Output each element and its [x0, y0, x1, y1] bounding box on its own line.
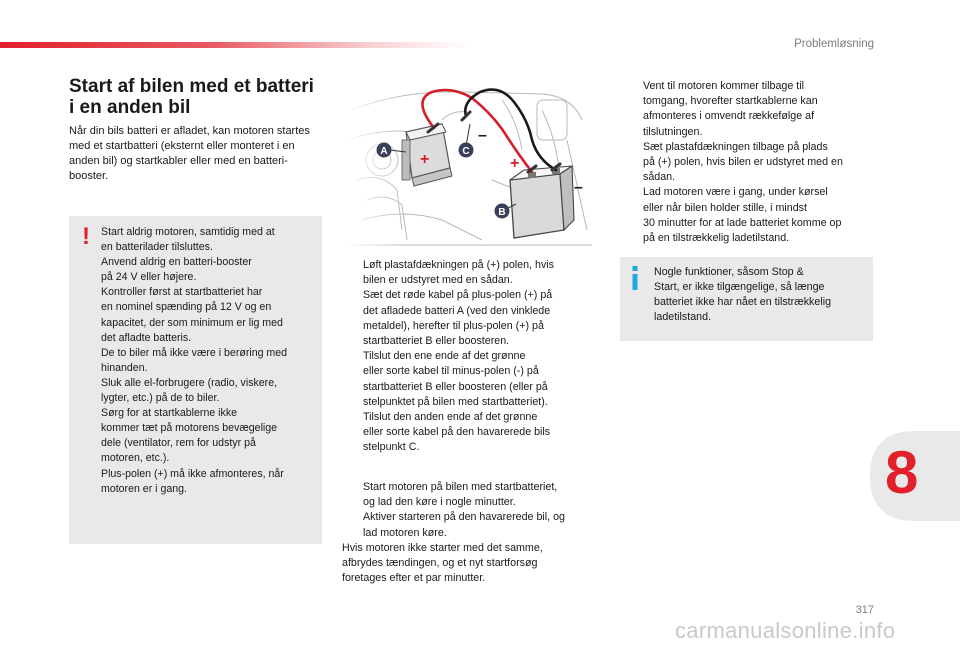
- callout-label-a: A: [380, 146, 388, 157]
- step-line: Tilslut den anden ende af det grønne: [363, 411, 538, 424]
- info-icon: [629, 266, 641, 290]
- illustration-plus-a: +: [420, 151, 430, 168]
- warning-line: dele (ventilator, rem for udstyr på: [101, 437, 256, 450]
- note-line: foretages efter et par minutter.: [342, 572, 486, 585]
- step-line: og lad den køre i nogle minutter.: [363, 496, 516, 509]
- retry-note: [342, 541, 602, 587]
- step-line: tomgang, hvorefter startkablerne kan: [643, 95, 818, 108]
- jump-start-illustration: [342, 80, 592, 248]
- step-item: [622, 140, 877, 186]
- info-box: [620, 257, 873, 341]
- step-line: det afladede batteri A (ved den vinklede: [363, 304, 551, 317]
- warning-line: Sørg for at startkablerne ikke: [101, 407, 238, 420]
- booster-battery-b: [510, 166, 574, 238]
- step-line: bilen er udstyret med en sådan.: [363, 274, 513, 287]
- warning-line: Start aldrig motoren, samtidig med at: [101, 226, 275, 238]
- step-item: [342, 258, 592, 288]
- step-item: [342, 288, 592, 349]
- step-line: Løft plastafdækningen på (+) polen, hvis: [363, 259, 555, 271]
- procedure-steps-part1: [342, 258, 592, 456]
- warning-line: Kontroller først at startbatteriet har: [101, 286, 263, 299]
- step-line: 30 minutter for at lade batteriet komme op: [643, 216, 842, 229]
- warning-line: motoren er i gang.: [101, 482, 187, 495]
- illustration-minus-b: –: [574, 179, 583, 196]
- info-line: ladetilstand.: [654, 311, 712, 324]
- step-line: Start motoren på bilen med startbatteriet,: [363, 481, 558, 493]
- header-accent-bar: [0, 42, 470, 48]
- step-line: stelpunkt C.: [363, 441, 420, 454]
- warning-line: De to biler må ikke være i berøring med: [101, 346, 288, 359]
- step-line: eller når bilen holder stille, i mindst: [643, 201, 807, 214]
- warning-line: det afladte batteris.: [101, 331, 192, 344]
- step-line: Tilslut den ene ende af det grønne: [363, 350, 526, 363]
- step-line: på en tilstrækkelig ladetilstand.: [643, 232, 790, 245]
- info-line: Start, er ikke tilgængelige, så længe: [654, 281, 825, 294]
- step-line: tilslutningen.: [643, 125, 703, 138]
- warning-line: Sluk alle el-forbrugere (radio, viskere,: [101, 376, 278, 389]
- page-title: [69, 76, 329, 118]
- step-item: [342, 410, 592, 456]
- step-item: [342, 480, 602, 510]
- step-item: [342, 510, 602, 540]
- step-line: på (+) polen, hvis bilen er udstyret med en: [643, 156, 843, 169]
- step-line: eller sorte kabel på den havarerede bils: [363, 426, 551, 439]
- step-line: Aktiver starteren på den havarerede bil, og: [363, 511, 565, 524]
- step-item: [342, 349, 592, 410]
- warning-line: Anvend aldrig en batteri-booster: [101, 256, 252, 269]
- note-line: afbrydes tændingen, og et nyt startforsøg: [342, 557, 538, 570]
- step-line: Sæt plastafdækningen tilbage på plads: [643, 140, 828, 153]
- step-line: sådan.: [643, 171, 676, 184]
- illustration-plus-b: +: [510, 155, 520, 172]
- warning-line: kommer tæt på motorens bevægelige: [101, 422, 278, 435]
- warning-line: motoren, etc.).: [101, 452, 170, 465]
- chapter-number: 8: [885, 439, 919, 506]
- intro-paragraph: Når din bils batteri er afladet, kan motoren startes med et startbatteri (eksternt eller monteret i en anden bil) og startkabler eller med en batteri-booster.: [69, 125, 310, 182]
- watermark: carmanualsonline.info: [675, 618, 896, 643]
- step-line: stelpunktet på bilen med startbatteriet).: [363, 395, 548, 408]
- section-header: Problemløsning: [794, 38, 874, 50]
- step-item: [622, 79, 877, 140]
- procedure-steps-part3: [622, 79, 877, 246]
- warning-line: lygter, etc.) på de to biler.: [101, 392, 220, 405]
- info-line: Nogle funktioner, såsom Stop &: [654, 266, 804, 278]
- title-line: i en anden bil: [69, 97, 191, 118]
- illustration-minus-c: –: [478, 127, 487, 144]
- step-line: metaldel), herefter til plus-polen (+) på: [363, 319, 544, 332]
- procedure-steps-part2: [342, 480, 602, 586]
- info-text: [654, 265, 866, 325]
- warning-line: hinanden.: [101, 361, 148, 374]
- info-line: batteriet ikke har nået en tilstrækkelig: [654, 296, 832, 309]
- page-number: 317: [855, 604, 874, 616]
- note-line: Hvis motoren ikke starter med det samme,: [342, 541, 543, 554]
- step-item: [622, 185, 877, 246]
- step-line: startbatteriet B eller boosteren (eller på: [363, 380, 548, 393]
- warning-text: [101, 225, 316, 497]
- step-line: Vent til motoren kommer tilbage til: [643, 80, 804, 92]
- warning-line: en batterilader tilsluttes.: [101, 241, 213, 254]
- warning-line: på 24 V eller højere.: [101, 271, 197, 284]
- step-line: startbatteriet B eller boosteren.: [363, 335, 510, 348]
- step-line: lad motoren køre.: [363, 526, 447, 539]
- step-line: afmonteres i omvendt rækkefølge af: [643, 110, 815, 123]
- warning-box: [69, 216, 322, 544]
- callout-label-b: B: [498, 207, 506, 218]
- step-line: Lad motoren være i gang, under kørsel: [643, 186, 828, 199]
- step-line: Sæt det røde kabel på plus-polen (+) på: [363, 289, 553, 302]
- title-line: Start af bilen med et batteri: [69, 76, 314, 97]
- warning-line: en nominel spænding på 12 V og en: [101, 301, 272, 314]
- exclamation-warning-icon: !: [82, 223, 90, 250]
- warning-line: Plus-polen (+) må ikke afmonteres, når: [101, 467, 284, 480]
- callout-label-c: C: [462, 146, 470, 157]
- step-line: eller sorte kabel til minus-polen (-) på: [363, 365, 539, 378]
- warning-line: kapacitet, der som minimum er lig med: [101, 316, 283, 329]
